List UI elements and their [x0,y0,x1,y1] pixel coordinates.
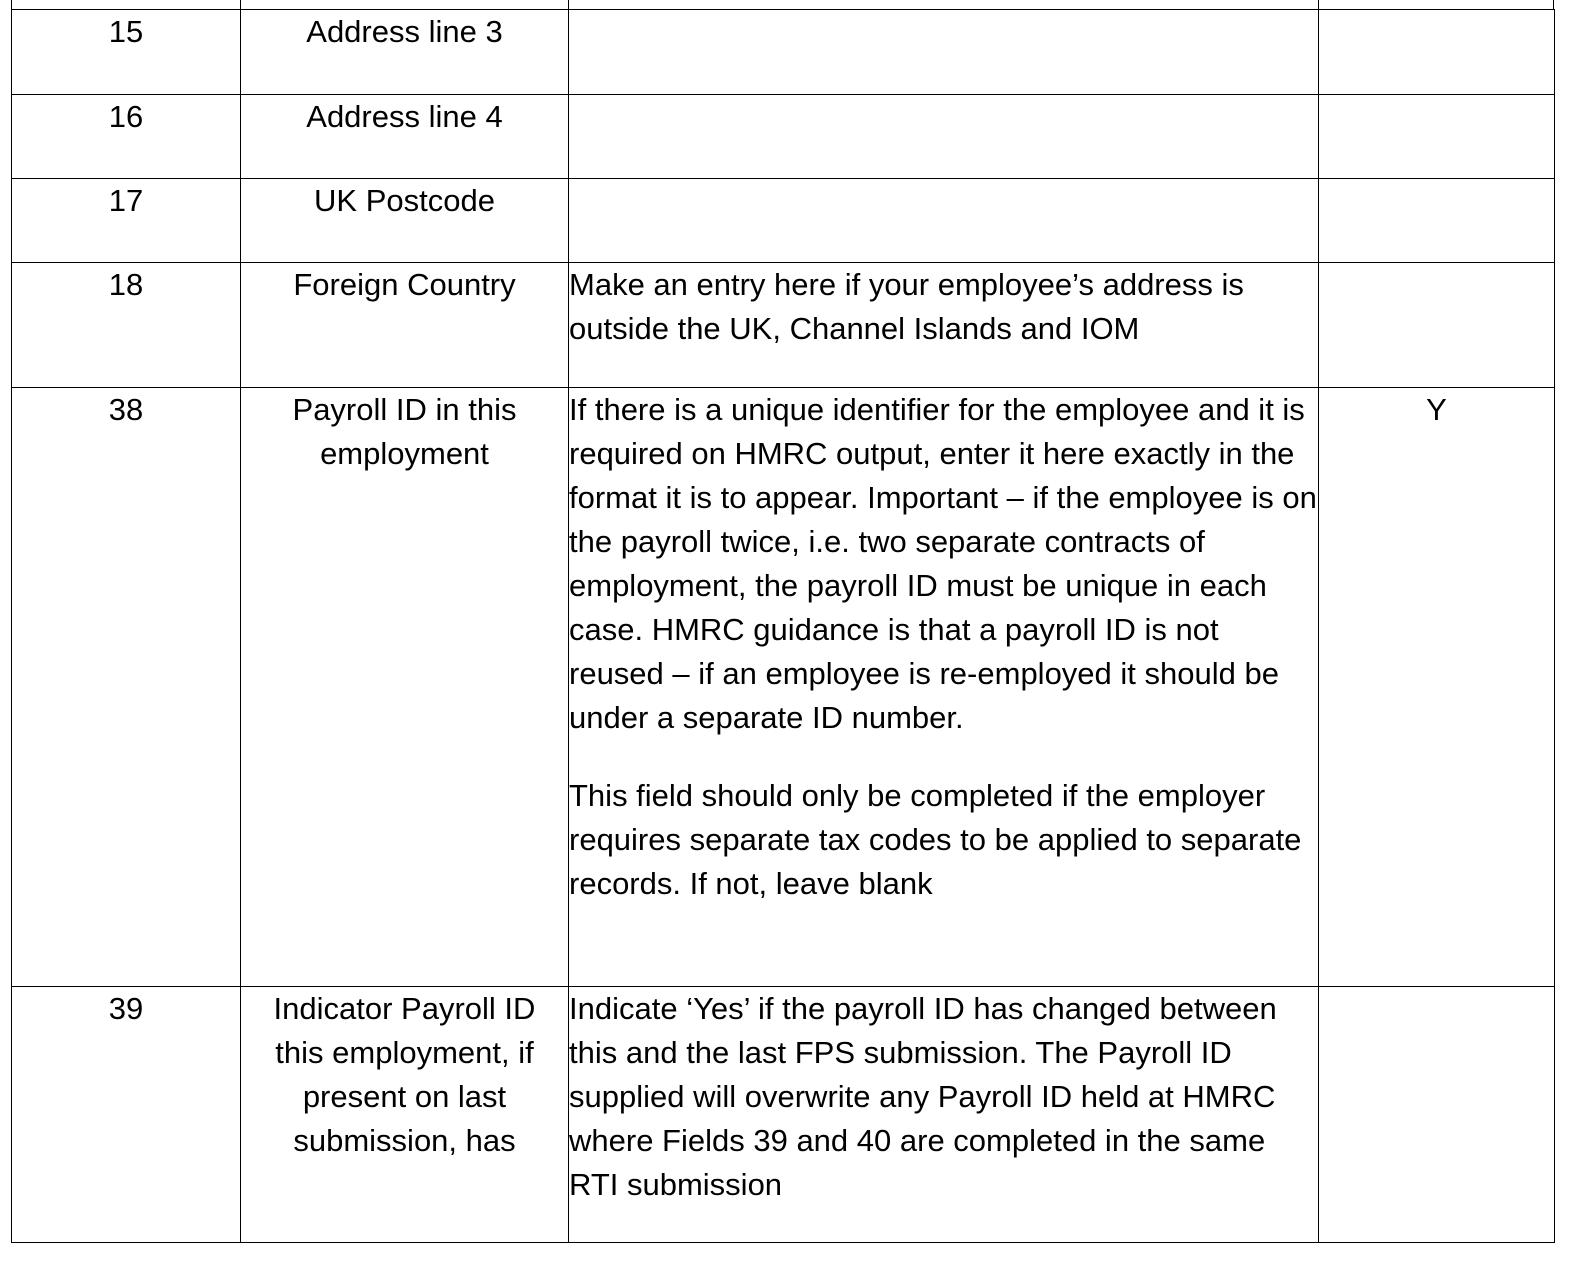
field-number-cell [12,388,241,987]
field-description-cell [569,987,1319,1243]
field-number-cell [12,263,241,388]
field-number: 39 [108,991,144,1026]
field-name: UK Postcode [314,183,495,218]
field-name-cell [241,388,569,987]
table-row [12,987,1555,1243]
field-name: Payroll ID in this employment [292,392,517,471]
field-flag-cell [1319,179,1555,263]
field-description-cell [569,388,1319,987]
field-number: 15 [108,14,144,49]
field-flag-cell [1319,95,1555,179]
field-number: 38 [108,392,144,427]
field-description-cell [569,95,1319,179]
field-description: Indicate ‘Yes’ if the payroll ID has changed between this and the last FPS submission. The Payroll ID supplied will overwrite any Payroll ID held at HMRC where Fields 39 and 40 are completed in the same RTI submission [569,991,1277,1202]
field-description-cell [569,179,1319,263]
table-row [12,388,1555,987]
fields-table [11,9,1555,1243]
field-name-cell [241,179,569,263]
field-flag: Y [1426,392,1447,427]
field-description: If there is a unique identifier for the employee and it is required on HMRC output, enter it here exactly in the format it is to appear. Important – if the employee is on the payroll twice, i.e. two separate contracts of employment, the payroll ID must be unique in each case. HMRC guidance is that a payroll ID is not reused – if an employee is re-employed it should be under a separate ID number. [569,392,1317,735]
table-row [12,179,1555,263]
field-number: 16 [108,99,144,134]
table-row [12,95,1555,179]
table-row [12,10,1555,95]
field-flag-cell [1319,388,1555,987]
field-name: Address line 4 [306,99,503,134]
table-row [12,263,1555,388]
field-number: 18 [108,267,144,302]
field-name: Indicator Payroll ID this employment, if present on last submission, has [273,991,536,1158]
field-name-cell [241,10,569,95]
field-flag-cell [1319,10,1555,95]
field-description-cell [569,10,1319,95]
field-name-cell [241,263,569,388]
field-flag-cell [1319,987,1555,1243]
field-description: Make an entry here if your employee’s address is outside the UK, Channel Islands and IOM [569,267,1244,346]
field-number-cell [12,987,241,1243]
field-number: 17 [108,183,144,218]
field-description-cell [569,263,1319,388]
field-description: This field should only be completed if the employer requires separate tax codes to be applied to separate records. If not, leave blank [569,778,1302,901]
field-name-cell [241,95,569,179]
field-number-cell [12,10,241,95]
field-number-cell [12,179,241,263]
field-number-cell [12,95,241,179]
field-flag-cell [1319,263,1555,388]
field-name-cell [241,987,569,1243]
field-name: Foreign Country [293,267,516,302]
field-name: Address line 3 [306,14,503,49]
